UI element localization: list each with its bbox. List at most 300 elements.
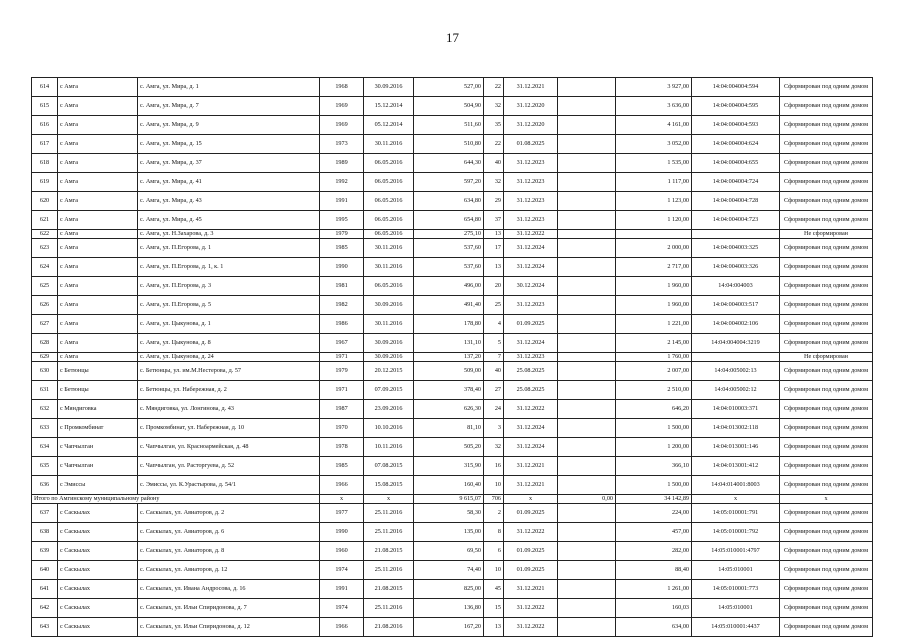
build-year-cell: 1968: [320, 78, 364, 97]
area-cell: 509,00: [414, 362, 484, 381]
area-cell: 136,80: [414, 599, 484, 618]
table-row: [32, 618, 873, 637]
cadastral-number-cell: 14:05:010001:792: [692, 523, 780, 542]
land-status-cell: Сформирован под одним домом: [780, 438, 873, 457]
land-area-cell: 160,03: [616, 599, 692, 618]
settlement-name-cell: с Саскылах: [58, 523, 138, 542]
planned-date-cell: 31.12.2022: [504, 230, 558, 239]
row-number-cell: 621: [32, 211, 58, 230]
land-status-cell: Не сформирован: [780, 230, 873, 239]
extra-value-cell: [558, 116, 616, 135]
settlement-name-cell: с Амга: [58, 277, 138, 296]
cadastral-number-cell: [692, 353, 780, 362]
cadastral-number-cell: 14:04:013002:118: [692, 419, 780, 438]
cadastral-number-cell: 14:04:013001:412: [692, 457, 780, 476]
total-row: [32, 495, 873, 504]
land-area-cell: 224,00: [616, 504, 692, 523]
table-row: [32, 296, 873, 315]
residents-cell: 24: [484, 400, 504, 419]
settlement-name-cell: с Амга: [58, 239, 138, 258]
cadastral-number-cell: 14:04:004003: [692, 277, 780, 296]
recognition-date-cell: 21.08.2015: [364, 542, 414, 561]
land-status-cell: Сформирован под одним домом: [780, 116, 873, 135]
planned-date-cell: 31.12.2023: [504, 192, 558, 211]
recognition-date-cell: 06.05.2016: [364, 277, 414, 296]
planned-date-cell: 01.09.2025: [504, 504, 558, 523]
land-area-cell: 4 161,00: [616, 116, 692, 135]
extra-value-cell: [558, 580, 616, 599]
recognition-date-cell: 20.12.2015: [364, 362, 414, 381]
recognition-date-cell: 21.08.2015: [364, 580, 414, 599]
address-cell: с. Амга, ул. Н.Захарова, д. 3: [138, 230, 320, 239]
residents-cell: 4: [484, 315, 504, 334]
cadastral-number-cell: 14:05:010001:4437: [692, 618, 780, 637]
total-label-cell: Итого по Амгинскому муниципальному району: [32, 495, 320, 504]
area-cell: 275,10: [414, 230, 484, 239]
planned-date-cell: 31.12.2023: [504, 154, 558, 173]
recognition-date-cell: 07.08.2015: [364, 457, 414, 476]
settlement-name-cell: с Бетюнцы: [58, 381, 138, 400]
build-year-cell: 1987: [320, 400, 364, 419]
address-cell: с. Чапчылган, ул. Расторгуева, д. 52: [138, 457, 320, 476]
address-cell: с. Саскылах, ул. Ильи Спиридонова, д. 12: [138, 618, 320, 637]
extra-value-cell: [558, 438, 616, 457]
table-row: [32, 192, 873, 211]
recognition-date-cell: 30.11.2016: [364, 135, 414, 154]
planned-date-cell: 01.09.2025: [504, 315, 558, 334]
land-status-cell: Сформирован под одним домом: [780, 173, 873, 192]
recognition-date-cell: 06.05.2016: [364, 173, 414, 192]
residents-cell: 8: [484, 523, 504, 542]
row-number-cell: 615: [32, 97, 58, 116]
cadastral-number-cell: 14:04:004004:595: [692, 97, 780, 116]
land-status-cell: Сформирован под одним домом: [780, 154, 873, 173]
recognition-date-cell: 25.11.2016: [364, 599, 414, 618]
extra-value-cell: [558, 277, 616, 296]
planned-date-cell: 31.12.2021: [504, 476, 558, 495]
settlement-name-cell: с Амга: [58, 154, 138, 173]
table-row: [32, 154, 873, 173]
cadastral-number-cell: 14:04:004003:517: [692, 296, 780, 315]
address-cell: с. Амга, ул. Мира, д. 7: [138, 97, 320, 116]
total-cad-cell: x: [692, 495, 780, 504]
table-row: [32, 419, 873, 438]
address-cell: с. Амга, ул. П.Егорова, д. 5: [138, 296, 320, 315]
land-status-cell: Сформирован под одним домом: [780, 334, 873, 353]
row-number-cell: 625: [32, 277, 58, 296]
settlement-name-cell: с Амга: [58, 230, 138, 239]
extra-value-cell: [558, 362, 616, 381]
land-status-cell: Сформирован под одним домом: [780, 192, 873, 211]
planned-date-cell: 31.12.2023: [504, 296, 558, 315]
row-number-cell: 617: [32, 135, 58, 154]
extra-value-cell: [558, 504, 616, 523]
settlement-name-cell: с Амга: [58, 315, 138, 334]
area-cell: 505,20: [414, 438, 484, 457]
cadastral-number-cell: 14:04:014001:8003: [692, 476, 780, 495]
extra-value-cell: [558, 211, 616, 230]
build-year-cell: 1971: [320, 353, 364, 362]
residents-cell: 16: [484, 457, 504, 476]
area-cell: 137,20: [414, 353, 484, 362]
row-number-cell: 620: [32, 192, 58, 211]
settlement-name-cell: с Амга: [58, 211, 138, 230]
residents-cell: 10: [484, 561, 504, 580]
table-row: [32, 580, 873, 599]
row-number-cell: 640: [32, 561, 58, 580]
row-number-cell: 631: [32, 381, 58, 400]
land-area-cell: 1 117,00: [616, 173, 692, 192]
row-number-cell: 638: [32, 523, 58, 542]
recognition-date-cell: 15.08.2015: [364, 476, 414, 495]
recognition-date-cell: 30.09.2016: [364, 78, 414, 97]
land-area-cell: 646,20: [616, 400, 692, 419]
planned-date-cell: 31.12.2022: [504, 400, 558, 419]
cadastral-number-cell: 14:05:010001:4797: [692, 542, 780, 561]
recognition-date-cell: 30.09.2016: [364, 353, 414, 362]
area-cell: 496,00: [414, 277, 484, 296]
land-status-cell: Не сформирован: [780, 353, 873, 362]
planned-date-cell: 01.09.2025: [504, 561, 558, 580]
residents-cell: 10: [484, 476, 504, 495]
area-cell: 510,80: [414, 135, 484, 154]
recognition-date-cell: 06.05.2016: [364, 154, 414, 173]
land-status-cell: Сформирован под одним домом: [780, 381, 873, 400]
land-status-cell: Сформирован под одним домом: [780, 362, 873, 381]
cadastral-number-cell: 14:04:004004:655: [692, 154, 780, 173]
land-area-cell: 1 960,00: [616, 296, 692, 315]
extra-value-cell: [558, 173, 616, 192]
table-row: [32, 97, 873, 116]
area-cell: 626,30: [414, 400, 484, 419]
row-number-cell: 627: [32, 315, 58, 334]
land-status-cell: Сформирован под одним домом: [780, 599, 873, 618]
settlement-name-cell: с Саскылах: [58, 561, 138, 580]
residents-cell: 2: [484, 504, 504, 523]
build-year-cell: 1989: [320, 154, 364, 173]
residents-cell: 32: [484, 173, 504, 192]
land-status-cell: Сформирован под одним домом: [780, 561, 873, 580]
extra-value-cell: [558, 618, 616, 637]
area-cell: 74,40: [414, 561, 484, 580]
build-year-cell: 1991: [320, 192, 364, 211]
extra-value-cell: [558, 599, 616, 618]
land-area-cell: 1 535,00: [616, 154, 692, 173]
recognition-date-cell: 30.09.2016: [364, 334, 414, 353]
planned-date-cell: 31.12.2023: [504, 173, 558, 192]
planned-date-cell: 31.12.2020: [504, 116, 558, 135]
planned-date-cell: 25.08.2025: [504, 362, 558, 381]
cadastral-number-cell: 14:04:004004:724: [692, 173, 780, 192]
land-status-cell: Сформирован под одним домом: [780, 277, 873, 296]
land-status-cell: Сформирован под одним домом: [780, 457, 873, 476]
cadastral-number-cell: 14:04:004004:723: [692, 211, 780, 230]
recognition-date-cell: 06.05.2016: [364, 192, 414, 211]
settlement-name-cell: с Амга: [58, 78, 138, 97]
address-cell: с. Бетюнцы, ул. им.М.Нестерова, д. 57: [138, 362, 320, 381]
area-cell: 69,50: [414, 542, 484, 561]
settlement-name-cell: с Амга: [58, 334, 138, 353]
extra-value-cell: [558, 97, 616, 116]
table-row: [32, 239, 873, 258]
total-a1-cell: 0,00: [558, 495, 616, 504]
residents-cell: 13: [484, 258, 504, 277]
build-year-cell: 1985: [320, 239, 364, 258]
planned-date-cell: 30.12.2024: [504, 277, 558, 296]
total-area-cell: 9 615,07: [414, 495, 484, 504]
row-number-cell: 635: [32, 457, 58, 476]
extra-value-cell: [558, 315, 616, 334]
residents-cell: 35: [484, 116, 504, 135]
area-cell: 167,20: [414, 618, 484, 637]
table-row: [32, 400, 873, 419]
build-year-cell: 1990: [320, 523, 364, 542]
recognition-date-cell: 10.11.2016: [364, 438, 414, 457]
land-status-cell: Сформирован под одним домом: [780, 400, 873, 419]
address-cell: с. Амга, ул. П.Егорова, д. 1, к. 1: [138, 258, 320, 277]
recognition-date-cell: 06.05.2016: [364, 211, 414, 230]
residents-cell: 40: [484, 362, 504, 381]
table-body: [32, 78, 873, 637]
residents-cell: 13: [484, 618, 504, 637]
row-number-cell: 632: [32, 400, 58, 419]
address-cell: с. Амга, ул. Цыкунова, д. 8: [138, 334, 320, 353]
table-row: [32, 599, 873, 618]
address-cell: с. Бетюнцы, ул. Набережная, д. 2: [138, 381, 320, 400]
build-year-cell: 1971: [320, 381, 364, 400]
settlement-name-cell: с Саскылах: [58, 618, 138, 637]
residents-cell: 7: [484, 353, 504, 362]
address-cell: с. Мяндиговка, ул. Лонгинова, д. 43: [138, 400, 320, 419]
planned-date-cell: 31.12.2021: [504, 78, 558, 97]
land-area-cell: 1 123,00: [616, 192, 692, 211]
total-people-cell: 706: [484, 495, 504, 504]
row-number-cell: 634: [32, 438, 58, 457]
cadastral-number-cell: 14:05:010001: [692, 599, 780, 618]
extra-value-cell: [558, 135, 616, 154]
recognition-date-cell: 15.12.2014: [364, 97, 414, 116]
table-row: [32, 116, 873, 135]
cadastral-number-cell: 14:04:004004:593: [692, 116, 780, 135]
cadastral-number-cell: 14:04:005002:12: [692, 381, 780, 400]
settlement-name-cell: с Амга: [58, 353, 138, 362]
page-number: 17: [446, 30, 459, 45]
table-row: [32, 381, 873, 400]
settlement-name-cell: с Саскылах: [58, 580, 138, 599]
residents-cell: 32: [484, 438, 504, 457]
table-row: [32, 258, 873, 277]
planned-date-cell: 31.12.2022: [504, 618, 558, 637]
planned-date-cell: 31.12.2021: [504, 457, 558, 476]
cadastral-number-cell: 14:04:004004:3219: [692, 334, 780, 353]
land-area-cell: 3 927,00: [616, 78, 692, 97]
settlement-name-cell: с Амга: [58, 258, 138, 277]
land-status-cell: Сформирован под одним домом: [780, 258, 873, 277]
table-row: [32, 542, 873, 561]
build-year-cell: 1969: [320, 116, 364, 135]
residents-cell: 22: [484, 78, 504, 97]
total-status-cell: x: [780, 495, 873, 504]
address-cell: с. Чапчылган, ул. Красноармейская, д. 48: [138, 438, 320, 457]
settlement-name-cell: с Амга: [58, 97, 138, 116]
cadastral-number-cell: [692, 230, 780, 239]
residents-cell: 5: [484, 334, 504, 353]
land-area-cell: 2 145,00: [616, 334, 692, 353]
recognition-date-cell: 30.11.2016: [364, 315, 414, 334]
table-row: [32, 173, 873, 192]
planned-date-cell: 31.12.2024: [504, 438, 558, 457]
settlement-name-cell: с Саскылах: [58, 542, 138, 561]
land-area-cell: 1 500,00: [616, 476, 692, 495]
row-number-cell: 629: [32, 353, 58, 362]
settlement-name-cell: с Амга: [58, 116, 138, 135]
land-area-cell: 2 007,00: [616, 362, 692, 381]
land-status-cell: Сформирован под одним домом: [780, 476, 873, 495]
extra-value-cell: [558, 542, 616, 561]
settlement-name-cell: с Саскылах: [58, 599, 138, 618]
build-year-cell: 1982: [320, 296, 364, 315]
land-status-cell: Сформирован под одним домом: [780, 135, 873, 154]
address-cell: с. Амга, ул. Мира, д. 15: [138, 135, 320, 154]
row-number-cell: 633: [32, 419, 58, 438]
build-year-cell: 1990: [320, 258, 364, 277]
build-year-cell: 1977: [320, 504, 364, 523]
land-area-cell: 2 717,00: [616, 258, 692, 277]
table-row: [32, 315, 873, 334]
area-cell: 537,60: [414, 239, 484, 258]
planned-date-cell: 01.08.2025: [504, 135, 558, 154]
land-area-cell: 1 261,00: [616, 580, 692, 599]
land-area-cell: 366,10: [616, 457, 692, 476]
land-status-cell: Сформирован под одним домом: [780, 296, 873, 315]
row-number-cell: 642: [32, 599, 58, 618]
land-area-cell: [616, 230, 692, 239]
cadastral-number-cell: 14:05:010001:791: [692, 504, 780, 523]
land-area-cell: 88,40: [616, 561, 692, 580]
total-date-cell: x: [364, 495, 414, 504]
residents-cell: 22: [484, 135, 504, 154]
cadastral-number-cell: 14:05:010001: [692, 561, 780, 580]
address-cell: с. Амга, ул. П.Егорова, д. 3: [138, 277, 320, 296]
cadastral-number-cell: 14:04:005002:13: [692, 362, 780, 381]
residents-cell: 17: [484, 239, 504, 258]
recognition-date-cell: 30.11.2016: [364, 239, 414, 258]
area-cell: 504,90: [414, 97, 484, 116]
address-cell: с. Саскылах, ул. Авиаторов, д. 8: [138, 542, 320, 561]
land-area-cell: 3 052,00: [616, 135, 692, 154]
build-year-cell: 1979: [320, 230, 364, 239]
table-row: [32, 504, 873, 523]
address-cell: с. Амга, ул. Мира, д. 9: [138, 116, 320, 135]
residents-cell: 13: [484, 230, 504, 239]
address-cell: с. Амга, ул. Мира, д. 37: [138, 154, 320, 173]
extra-value-cell: [558, 561, 616, 580]
settlement-name-cell: с Чапчылган: [58, 438, 138, 457]
land-status-cell: Сформирован под одним домом: [780, 580, 873, 599]
settlement-name-cell: с Бетюнцы: [58, 362, 138, 381]
extra-value-cell: [558, 381, 616, 400]
planned-date-cell: 31.12.2024: [504, 334, 558, 353]
residents-cell: 20: [484, 277, 504, 296]
land-status-cell: Сформирован под одним домом: [780, 542, 873, 561]
land-area-cell: 1 200,00: [616, 438, 692, 457]
residents-cell: 40: [484, 154, 504, 173]
area-cell: 378,40: [414, 381, 484, 400]
cadastral-number-cell: 14:04:004003:325: [692, 239, 780, 258]
build-year-cell: 1970: [320, 419, 364, 438]
build-year-cell: 1966: [320, 476, 364, 495]
build-year-cell: 1973: [320, 135, 364, 154]
recognition-date-cell: 06.05.2016: [364, 230, 414, 239]
residents-cell: 45: [484, 580, 504, 599]
planned-date-cell: 25.08.2025: [504, 381, 558, 400]
residents-cell: 32: [484, 97, 504, 116]
extra-value-cell: [558, 334, 616, 353]
land-area-cell: 2 000,00: [616, 239, 692, 258]
area-cell: 81,10: [414, 419, 484, 438]
planned-date-cell: 31.12.2020: [504, 97, 558, 116]
residents-cell: 3: [484, 419, 504, 438]
address-cell: с. Саскылах, ул. Авиаторов, д. 12: [138, 561, 320, 580]
row-number-cell: 622: [32, 230, 58, 239]
land-status-cell: Сформирован под одним домом: [780, 97, 873, 116]
row-number-cell: 619: [32, 173, 58, 192]
build-year-cell: 1974: [320, 599, 364, 618]
address-cell: с. Амга, ул. Цыкунова, д. 24: [138, 353, 320, 362]
extra-value-cell: [558, 239, 616, 258]
row-number-cell: 624: [32, 258, 58, 277]
area-cell: 825,00: [414, 580, 484, 599]
recognition-date-cell: 25.11.2016: [364, 504, 414, 523]
total-year-cell: x: [320, 495, 364, 504]
build-year-cell: 1967: [320, 334, 364, 353]
address-cell: с. Эмиссы, ул. К.Урастырова, д. 54/1: [138, 476, 320, 495]
residents-cell: 6: [484, 542, 504, 561]
cadastral-number-cell: 14:04:004004:624: [692, 135, 780, 154]
address-cell: с. Амга, ул. Мира, д. 43: [138, 192, 320, 211]
area-cell: 135,00: [414, 523, 484, 542]
planned-date-cell: 31.12.2023: [504, 353, 558, 362]
land-area-cell: 1 500,00: [616, 419, 692, 438]
extra-value-cell: [558, 400, 616, 419]
table-row: [32, 211, 873, 230]
cadastral-number-cell: 14:04:004003:326: [692, 258, 780, 277]
row-number-cell: 623: [32, 239, 58, 258]
address-cell: с. Саскылах, ул. Авиаторов, д. 6: [138, 523, 320, 542]
build-year-cell: 1978: [320, 438, 364, 457]
extra-value-cell: [558, 192, 616, 211]
settlement-name-cell: с Амга: [58, 135, 138, 154]
address-cell: с. Саскылах, ул. Ивана Андросова, д. 16: [138, 580, 320, 599]
settlement-name-cell: с Мяндиговка: [58, 400, 138, 419]
row-number-cell: 630: [32, 362, 58, 381]
area-cell: 644,30: [414, 154, 484, 173]
cadastral-number-cell: 14:05:010001:773: [692, 580, 780, 599]
land-status-cell: Сформирован под одним домом: [780, 419, 873, 438]
recognition-date-cell: 30.09.2016: [364, 296, 414, 315]
area-cell: 634,80: [414, 192, 484, 211]
row-number-cell: 636: [32, 476, 58, 495]
planned-date-cell: 31.12.2024: [504, 239, 558, 258]
planned-date-cell: 01.09.2025: [504, 542, 558, 561]
area-cell: 527,00: [414, 78, 484, 97]
land-area-cell: 1 221,00: [616, 315, 692, 334]
build-year-cell: 1986: [320, 315, 364, 334]
table-row: [32, 561, 873, 580]
total-a2-cell: 34 142,89: [616, 495, 692, 504]
land-area-cell: 3 636,00: [616, 97, 692, 116]
settlement-name-cell: с Чапчылган: [58, 457, 138, 476]
